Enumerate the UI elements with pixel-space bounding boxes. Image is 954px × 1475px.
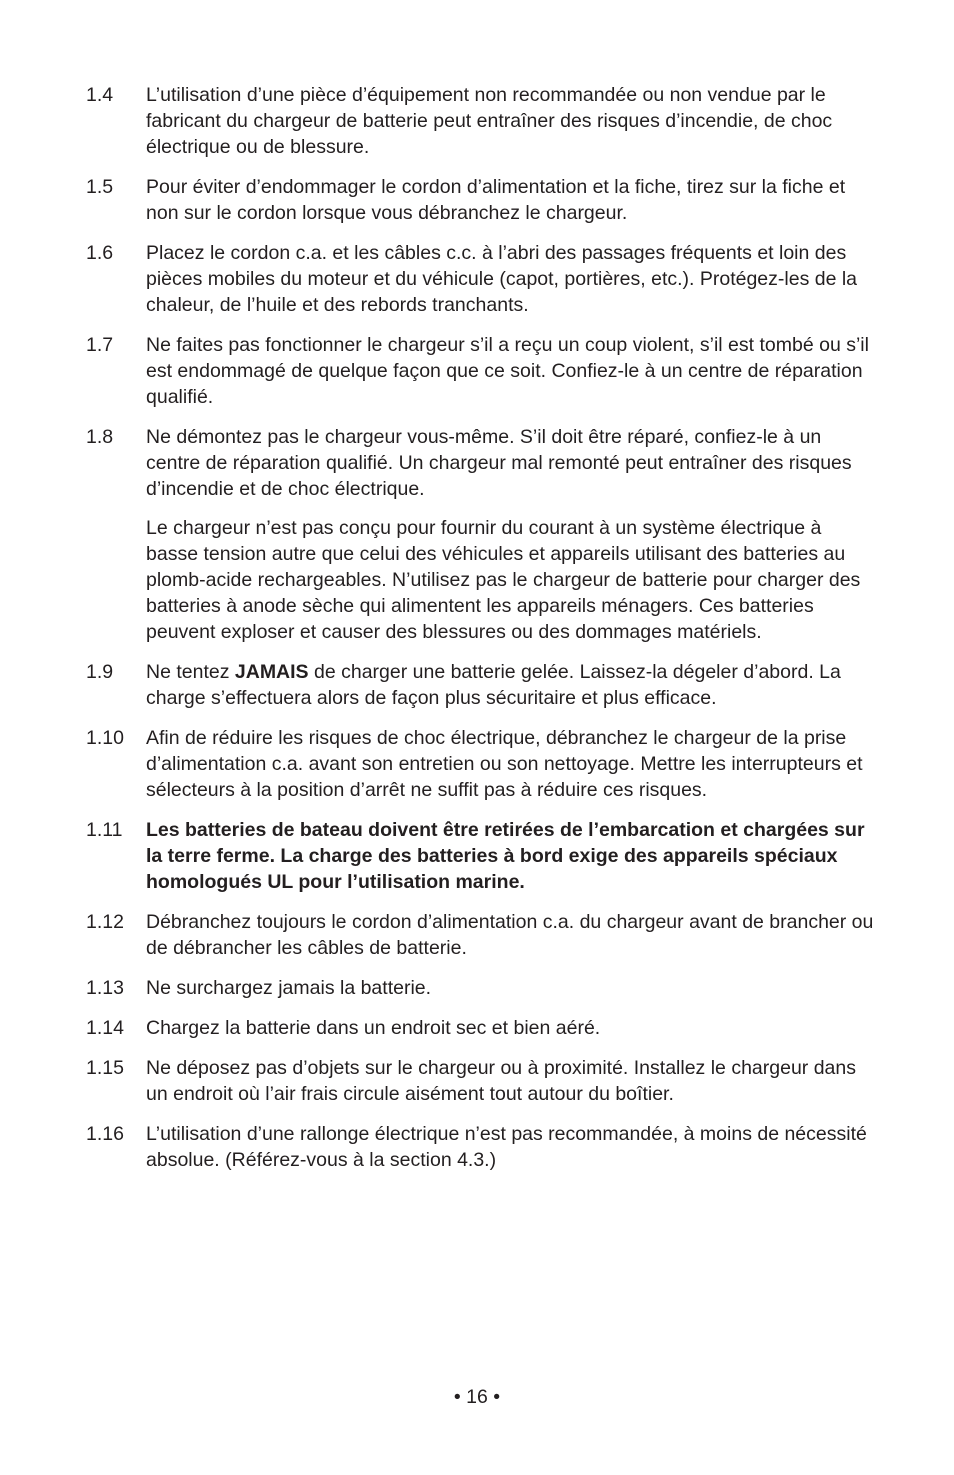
item-text: Chargez la batterie dans un endroit sec et bien aéré. — [146, 1017, 601, 1039]
list-item-1-10 — [86, 725, 876, 803]
item-number: 1.8 — [86, 426, 114, 448]
item-number: 1.4 — [86, 84, 114, 106]
item-number: 1.11 — [86, 819, 123, 841]
list-item-1-16 — [86, 1121, 876, 1173]
item-body — [146, 82, 876, 160]
emphasis-jamais: JAMAIS — [234, 661, 309, 683]
item-body — [146, 174, 876, 226]
item-text: Placez le cordon c.a. et les câbles c.c. à l’abri des passages fréquents et loin des pièces mobiles du moteur et du véhicule (capot, portières, etc.). Protégez-les de la chaleur, de l’huile et des rebords tranchants. — [146, 242, 858, 316]
item-number: 1.6 — [86, 242, 114, 264]
safety-instructions-list — [86, 82, 876, 1187]
list-item-1-4 — [86, 82, 876, 160]
list-item-1-6 — [86, 240, 876, 318]
item-number: 1.5 — [86, 176, 114, 198]
item-body — [146, 909, 876, 961]
list-item-1-8 — [86, 424, 876, 645]
item-number: 1.13 — [86, 977, 124, 999]
item-body — [146, 332, 876, 410]
item-number: 1.15 — [86, 1057, 124, 1079]
list-item-1-5 — [86, 174, 876, 226]
list-item-1-12 — [86, 909, 876, 961]
item-number: 1.16 — [86, 1123, 124, 1145]
item-text-rest: de charger une batterie gelée. Laissez-la dégeler d’abord. La charge s’effectuera alors de façon plus sécuritaire et plus efficace. — [146, 661, 841, 709]
item-body — [146, 725, 876, 803]
item-body — [146, 424, 876, 645]
list-item-1-11 — [86, 817, 876, 895]
item-number: 1.12 — [86, 911, 124, 933]
list-item-1-15 — [86, 1055, 876, 1107]
item-text: Pour éviter d’endommager le cordon d’alimentation et la fiche, tirez sur la fiche et non sur le cordon lorsque vous débranchez le chargeur. — [146, 176, 846, 224]
item-body — [146, 1055, 876, 1107]
item-text: Ne surchargez jamais la batterie. — [146, 977, 432, 999]
item-number: 1.7 — [86, 334, 114, 356]
item-body — [146, 817, 876, 895]
item-body — [146, 1015, 876, 1041]
item-text: L’utilisation d’une pièce d’équipement non recommandée ou non vendue par le fabricant du chargeur de batterie peut entraîner des risques d’incendie, de choc électrique ou de blessure. — [146, 84, 833, 158]
item-number: 1.14 — [86, 1017, 124, 1039]
item-text: Ne faites pas fonctionner le chargeur s’il a reçu un coup violent, s’il est tombé ou s’il est endommagé de quelque façon que ce soit. Confiez-le à un centre de réparation qualifié. — [146, 334, 869, 408]
item-body — [146, 240, 876, 318]
item-number: 1.9 — [86, 661, 114, 683]
item-text-bold: Les batteries de bateau doivent être retirées de l’embarcation et chargées sur la terre ferme. La charge des batteries à bord exige des appareils spéciaux homologués UL pour l’utilisation marine. — [146, 819, 865, 893]
item-text: Afin de réduire les risques de choc électrique, débranchez le chargeur de la prise d’alimentation c.a. avant son entretien ou son nettoyage. Mettre les interrupteurs et sélecteurs à la position d’arrêt ne suffit pas à réduire ces risques. — [146, 727, 863, 801]
item-body — [146, 1121, 876, 1173]
list-item-1-13 — [86, 975, 876, 1001]
page-number: • 16 • — [453, 1386, 501, 1408]
item-text-continued: Le chargeur n’est pas conçu pour fournir du courant à un système électrique à basse tension autre que celui des véhicules et appareils utilisant des batteries au plomb-acide rechargeables. N’utilisez pas le chargeur de batterie pour charger des batteries à anode sèche qui alimentent les appareils ménagers. Ces batteries peuvent exploser et causer des blessures ou des dommages matériels. — [146, 517, 861, 643]
list-item-1-9 — [86, 659, 876, 711]
list-item-1-14 — [86, 1015, 876, 1041]
item-number: 1.10 — [86, 727, 124, 749]
item-body — [146, 659, 876, 711]
item-body — [146, 975, 876, 1001]
list-item-1-7 — [86, 332, 876, 410]
item-text: Ne déposez pas d’objets sur le chargeur ou à proximité. Installez le chargeur dans un endroit où l’air frais circule aisément tout autour du boîtier. — [146, 1057, 856, 1105]
item-text: L’utilisation d’une rallonge électrique n’est pas recommandée, à moins de nécessité absolue. (Référez-vous à la section 4.3.) — [146, 1123, 867, 1171]
item-text-lead: Ne tentez — [146, 661, 235, 683]
item-text — [146, 659, 876, 711]
item-text: Ne démontez pas le chargeur vous-même. S’il doit être réparé, confiez-le à un centre de réparation qualifié. Un chargeur mal remonté peut entraîner des risques d’incendie et de choc électrique. — [146, 426, 852, 500]
item-text: Débranchez toujours le cordon d’alimentation c.a. du chargeur avant de brancher ou de débrancher les câbles de batterie. — [146, 911, 874, 959]
